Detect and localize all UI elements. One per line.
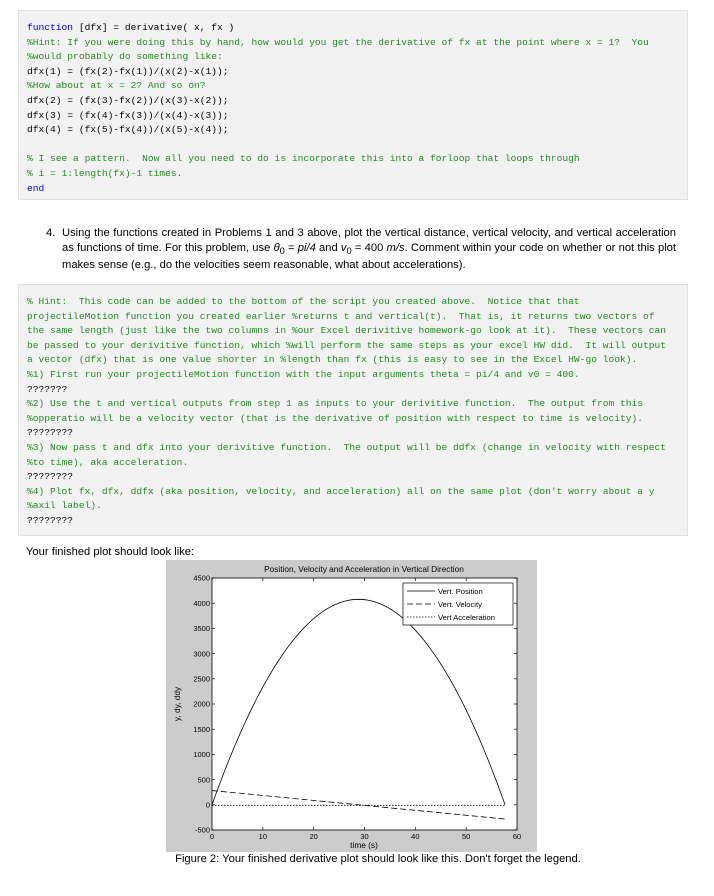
code-token: projectileMotion function you created earlier %returns t and vertical(t). That is, it returns two vectors of bbox=[27, 310, 655, 322]
code-token: ???????? bbox=[27, 471, 74, 483]
code-line bbox=[27, 36, 679, 51]
code-line bbox=[27, 310, 679, 325]
code-line bbox=[27, 21, 679, 36]
y-tick-label: 1000 bbox=[193, 750, 210, 760]
y-tick-label: 2500 bbox=[193, 674, 210, 684]
code-line bbox=[27, 485, 679, 500]
code-token: ???????? bbox=[27, 427, 74, 439]
code-line bbox=[27, 412, 679, 427]
y-tick-label: 500 bbox=[197, 775, 210, 785]
plot-title: Position, Velocity and Acceleration in Vertical Direction bbox=[264, 564, 464, 574]
code-line bbox=[27, 499, 679, 514]
code-line bbox=[27, 324, 679, 339]
code-block-derivative-function bbox=[18, 10, 688, 200]
code-token: %2) Use the t and vertical outputs from step 1 as inputs to your derivitive function. The output from this bbox=[27, 398, 644, 410]
x-tick-label: 60 bbox=[512, 832, 522, 841]
code-line bbox=[27, 65, 679, 80]
x-tick-label: 0 bbox=[209, 832, 215, 841]
code-line bbox=[27, 123, 679, 138]
code-token: dfx(3) = (fx(4)-fx(3))/(x(4)-x(3)); bbox=[27, 109, 229, 121]
code-line bbox=[27, 339, 679, 354]
code-line bbox=[27, 368, 679, 383]
derivative-plot-figure bbox=[166, 560, 537, 852]
code-token: dfx(2) = (fx(3)-fx(2))/(x(3)-x(2)); bbox=[27, 94, 229, 106]
plot-svg bbox=[166, 560, 537, 852]
y-axis-label: y, dy, ddy bbox=[172, 686, 182, 722]
code-token: %to time), aka acceleration. bbox=[27, 456, 189, 468]
code-token: %Hint: If you were doing this by hand, how would you get the derivative of fx at the point where x = 1? You bbox=[27, 36, 649, 48]
code-token: end bbox=[27, 182, 45, 194]
code-token: dfx(4) = (fx(5)-fx(4))/(x(5)-x(4)); bbox=[27, 124, 229, 136]
code-token: %axil label). bbox=[27, 500, 102, 512]
code-token: function bbox=[27, 22, 74, 33]
problem-text: Using the functions created in Problems 1 and 3 above, plot the vertical distance, vertical velocity, and vertical acceleration as functions of time. For this problem, use $\theta_0 = pi/4$ and $v_0 = 400$ m/s. Comment within your code on whether or not this plot makes sense (e.g., do the velocities seem reasonable, what about accelerations). bbox=[62, 227, 677, 272]
figure-caption: Figure 2: Your finished derivative plot should look like this. Don't forget the legend. bbox=[175, 853, 581, 865]
x-tick-label: 40 bbox=[411, 832, 420, 841]
y-tick-label: 3000 bbox=[193, 649, 210, 659]
code-line bbox=[27, 79, 679, 94]
problem-4 bbox=[46, 226, 676, 273]
y-tick-label: -500 bbox=[194, 825, 210, 835]
x-tick-label: 20 bbox=[309, 832, 318, 841]
code-token: a vector (dfx) that is one value shorter in %length than fx (this is easy to see in the Excel HW-go look). bbox=[27, 354, 638, 366]
code-token: %4) Plot fx, dfx, ddfx (aka position, velocity, and acceleration) all on the same plot (don't worry about a y bbox=[27, 485, 655, 497]
lead-text: Your finished plot should look like: bbox=[26, 546, 195, 558]
x-tick-label: 30 bbox=[360, 832, 369, 841]
code-line bbox=[27, 426, 679, 441]
code-token: the same length (just like the two columns in %our Excel derivitive homework-go look at it). These vectors can bbox=[27, 325, 667, 337]
code-token: [dfx] = derivative( x, fx ) bbox=[73, 22, 235, 33]
code-line bbox=[27, 138, 679, 153]
code-line bbox=[27, 383, 679, 398]
y-tick-label: 4000 bbox=[193, 598, 210, 608]
x-axis-label: time (s) bbox=[350, 840, 378, 850]
code-token: be passed to your derivitive function, which %will perform the same steps as your excel HW did. It will output bbox=[27, 339, 667, 351]
code-token: %How about at x = 2? And so on? bbox=[27, 80, 206, 92]
code-line bbox=[27, 353, 679, 368]
code-token: % I see a pattern. Now all you need to do is incorporate this into a forloop that loops through bbox=[27, 153, 580, 165]
y-tick-label: 3500 bbox=[193, 624, 210, 634]
code-token: ??????? bbox=[27, 383, 68, 395]
code-block-hint-script bbox=[18, 284, 688, 536]
code-line bbox=[27, 50, 679, 65]
code-token: % Hint: This code can be added to the bottom of the script you created above. Notice that that bbox=[27, 296, 580, 307]
legend bbox=[403, 583, 513, 625]
legend-entry: Vert. Velocity bbox=[438, 600, 482, 609]
code-token: dfx(1) = (fx(2)-fx(1))/(x(2)-x(1)); bbox=[27, 65, 229, 77]
code-line bbox=[27, 441, 679, 456]
code-line bbox=[27, 397, 679, 412]
code-token: % i = 1:length(fx)-1 times. bbox=[27, 167, 183, 179]
x-tick-label: 50 bbox=[461, 832, 471, 841]
code-token: %1) First run your projectileMotion function with the input arguments theta = pi/4 and v0 = 400. bbox=[27, 368, 580, 380]
x-tick-label: 10 bbox=[258, 832, 268, 841]
code-token: %3) Now pass t and dfx into your derivitive function. The output will be ddfx (change in velocity with respect bbox=[27, 441, 667, 453]
code-line bbox=[27, 182, 679, 197]
y-tick-label: 1500 bbox=[193, 724, 210, 734]
legend-entry: Vert. Position bbox=[438, 587, 483, 596]
y-tick-label: 0 bbox=[205, 800, 210, 810]
legend-entry: Vert Acceleration bbox=[438, 613, 495, 622]
code-line bbox=[27, 94, 679, 109]
code-line bbox=[27, 514, 679, 529]
code-token: %opperatio will be a velocity vector (that is the derivative of position with respect to time is velocity). bbox=[27, 412, 644, 424]
y-tick-label: 2000 bbox=[193, 699, 210, 709]
code-line bbox=[27, 167, 679, 182]
y-tick-label: 4500 bbox=[193, 573, 210, 583]
code-line bbox=[27, 456, 679, 471]
code-line bbox=[27, 470, 679, 485]
code-line bbox=[27, 109, 679, 124]
code-token: %would probably do something like: bbox=[27, 51, 223, 63]
code-line bbox=[27, 295, 679, 310]
code-token: ???????? bbox=[27, 514, 74, 526]
code-line bbox=[27, 152, 679, 167]
problem-number: 4. bbox=[46, 227, 56, 239]
theta-symbol: θ bbox=[273, 241, 280, 254]
